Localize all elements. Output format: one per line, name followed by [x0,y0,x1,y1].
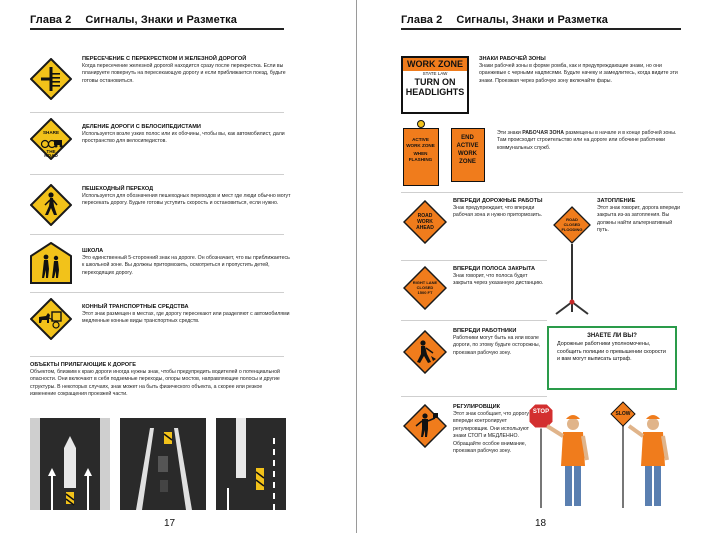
section-title: ДЕЛЕНИЕ ДОРОГИ С ВЕЛОСИПЕДИСТАМИ [82,124,201,130]
worker-icon [403,330,447,374]
sign-text: 1500 FT [417,290,433,295]
flagger-stop-person-icon [529,400,599,510]
horse-vehicle-sign [30,298,72,340]
road-merge-icon [120,418,206,510]
separator [401,396,547,397]
sign-text: WHEN [413,151,428,156]
school-children-icon [30,242,72,284]
separator [30,234,284,235]
section-share-road [82,124,292,146]
section-title: ОБЪЕКТЫ ПРИЛЕГАЮЩИЕ К ДОРОГЕ [30,362,137,368]
chapter-number: Глава 2 [401,14,443,26]
sign-text: WORK [417,219,433,225]
text-bold: РАБОЧАЯ ЗОНА [522,130,564,136]
section-title: ПЕРЕСЕЧЕНИЕ С ПЕРЕКРЕСТКОМ И ЖЕЛЕЗНОЙ ДОРОГОЙ [82,56,247,62]
road-closed-flooding-sign [553,206,591,244]
section-workers-ahead [453,328,547,357]
work-zone-banner: WORK ZONE [403,58,467,71]
section-title: ПЕШЕХОДНЫЙ ПЕРЕХОД [82,186,154,192]
text-body: размещены в начале и в конце рабочей зоны. Там происходит строительство или на дороге или обочине работники коммунальных служб. [497,130,677,151]
section-text: Этот знак говорит, дорога впереди закрыта из-за затопления. Вы должны найти альтернативный путь. [597,205,680,234]
railroad-crossing-sign [30,58,72,100]
section-title: ЗНАКИ РАБОЧЕЙ ЗОНЫ [479,56,546,62]
flagger-stop-illustration [529,400,599,510]
separator [30,356,284,357]
header-rule [401,28,681,30]
page-17 [0,0,356,533]
sign-text-share: SHARE [42,130,60,135]
road-lanes-icon [30,418,110,510]
page-18 [357,0,713,533]
sign-text: CLOSED [416,285,434,290]
section-text: Используется для обозначения пешеходных переходов и мест где люди обычно могут пересекать дорогу. Будьте готовы уступить скорость и остановиться, если нужно. [82,193,291,207]
sign-text-the: THE [46,149,56,154]
section-text: Знак предупреждает, что впереди рабочая зона и нужно притормозить. [453,205,543,219]
sign-text: WORK ZONE [406,143,435,148]
section-text: Объектом, близким к краю дороги иногда нужны знак, чтобы предупредить водителей о потенциальной опасности. Они включают в себя подземные переходы, опоры мостов, направляющие полосы и другие структуры. В некоторых случаях, знак может на быть физического объекта, а скорее или резкое изменение сокращения проезжей части. [30,369,280,398]
section-roadside-objects [30,362,288,399]
sign-text: AHEAD [416,225,434,231]
school-sign [30,242,72,284]
pedestrian-crossing-sign [30,184,72,226]
separator [401,192,683,193]
sign-text-road: ROAD [44,153,58,158]
sign-text: WORK [458,151,477,157]
section-text: Знак говорит, что полоса будет закрыта через указанную дистанцию. [453,273,544,287]
section-text: Этот знак размещен в местах, где дорогу пересекают или разделяют с автомобилями медленные конные виды транспортных средств. [82,311,290,325]
sign-text: ACTIVE [456,143,479,149]
road-illustration-2 [120,418,206,510]
work-zone-line4: HEADLIGHTS [405,87,465,97]
sign-text: END [461,135,474,141]
page-number: 17 [164,518,176,529]
chapter-title: Сигналы, Знаки и Разметка [456,14,609,26]
flagger-slow-illustration [609,400,679,510]
active-work-zone-sign [403,128,439,186]
section-title: ВПЕРЕДИ ДОРОЖНЫЕ РАБОТЫ [453,198,543,204]
sign-stand-icon [553,244,591,316]
share-road-sign [30,118,72,160]
section-lane-closed [453,266,547,288]
section-text: Когда пересечение железной дорогой находится сразу после перекрестка. Если вы планируете повернуть на пересекающую дорогу и если приближается поезд, будьте готовы остановиться. [82,63,286,84]
section-text [497,130,681,152]
sign-text: ACTIVE [412,137,429,142]
chapter-number: Глава 2 [30,14,72,26]
section-flooding [597,198,685,235]
section-title: ВПЕРЕДИ РАБОТНИКИ [453,328,517,334]
work-zone-headlights-sign [401,56,469,114]
know-box-text: Дорожные работники уполномочены, сообщить полиции о превышении скорости и вам могут выписать штраф. [557,341,666,363]
railroad-crossing-icon [30,58,72,100]
stop-paddle-text: STOP [532,409,550,415]
tripod-stand-icon [553,244,591,316]
section-text: Этот знак сообщает, что дорогу впереди контролирует регулировщик. Они используют знаки СТОП и МЕДЛЕННО. Обращайте особое внимание, проезжая рабочую зону. [453,411,530,455]
section-flagger [453,404,533,455]
separator [401,260,547,261]
flagger-sign [403,404,447,448]
section-title: КОННЫЙ ТРАНСПОРТНЫЕ СРЕДСТВА [82,304,189,310]
chapter-title: Сигналы, Знаки и Разметка [85,14,238,26]
sign-text: ROAD [417,213,433,219]
sign-text: FLOODING [561,227,583,232]
end-active-work-zone-sign [451,128,485,182]
section-text: Знаки рабочей зоны в форме ромба, как и предупреждающие знаки, но они оранжевые с черными надписями. Будьте начеку и замедлитесь, когда видите эти знаки. Проезжая через рабочую зону включайте фары. [479,63,678,84]
section-work-zone-start-end [497,130,681,152]
chapter-header [30,14,237,26]
flashing-light-icon [417,120,425,128]
know-box-title: ЗНАЕТЕ ЛИ ВЫ? [587,333,637,339]
work-zone-line2: STATE LAW [422,71,448,76]
section-school [82,248,292,277]
pedestrian-icon [30,184,72,226]
horse-buggy-icon [30,298,72,340]
flagger-icon [403,404,447,448]
separator [401,320,547,321]
header-rule [30,28,284,30]
separator [30,292,284,293]
section-text: Это единственный 5-сторонний знак на дороге. Он обозначает, что вы приближаетесь к школьной зоне. Вы должны притормозить, осмотреться и пропустить детей, переходящих дорогу. [82,255,290,276]
road-illustration-3 [216,418,286,510]
section-railroad-intersection [82,56,292,85]
separator [30,174,284,175]
separator [30,112,284,113]
page-number: 18 [535,518,547,529]
workers-ahead-sign [403,330,447,374]
section-title: ШКОЛА [82,248,104,254]
section-title: РЕГУЛИРОВЩИК [453,404,501,410]
sign-text: CLOSED [563,222,581,227]
section-title: ВПЕРЕДИ ПОЛОСА ЗАКРЫТА [453,266,536,272]
section-work-zone-signs [479,56,679,85]
section-text: Используется возле узких полос или их обочины, чтобы вы, как автомобилист, дали пространство для велосипедистов. [82,131,285,145]
section-text: Работники могут быть на или возле дороги, по этому будьте осторожны, проезжая рабочую зону. [453,335,541,356]
text-prefix: Эти знаки [497,130,523,136]
section-road-work-ahead [453,198,545,220]
road-work-ahead-sign [403,200,447,244]
road-illustration-1 [30,418,110,510]
did-you-know-box [547,326,677,390]
slow-paddle-text: SLOW [615,411,631,417]
section-title: ЗАТОПЛЕНИЕ [597,198,636,204]
work-zone-line3: TURN ON [414,77,456,87]
chapter-header [401,14,608,26]
road-divider-icon [216,418,286,510]
sign-text: ROAD [566,217,578,222]
sign-text: RIGHT LANE [412,280,438,285]
section-horse-vehicles [82,304,292,326]
sign-text: ZONE [459,159,476,165]
section-pedestrian-crossing [82,186,292,208]
lane-closed-sign [403,266,447,310]
sign-text: FLASHING [408,157,433,162]
